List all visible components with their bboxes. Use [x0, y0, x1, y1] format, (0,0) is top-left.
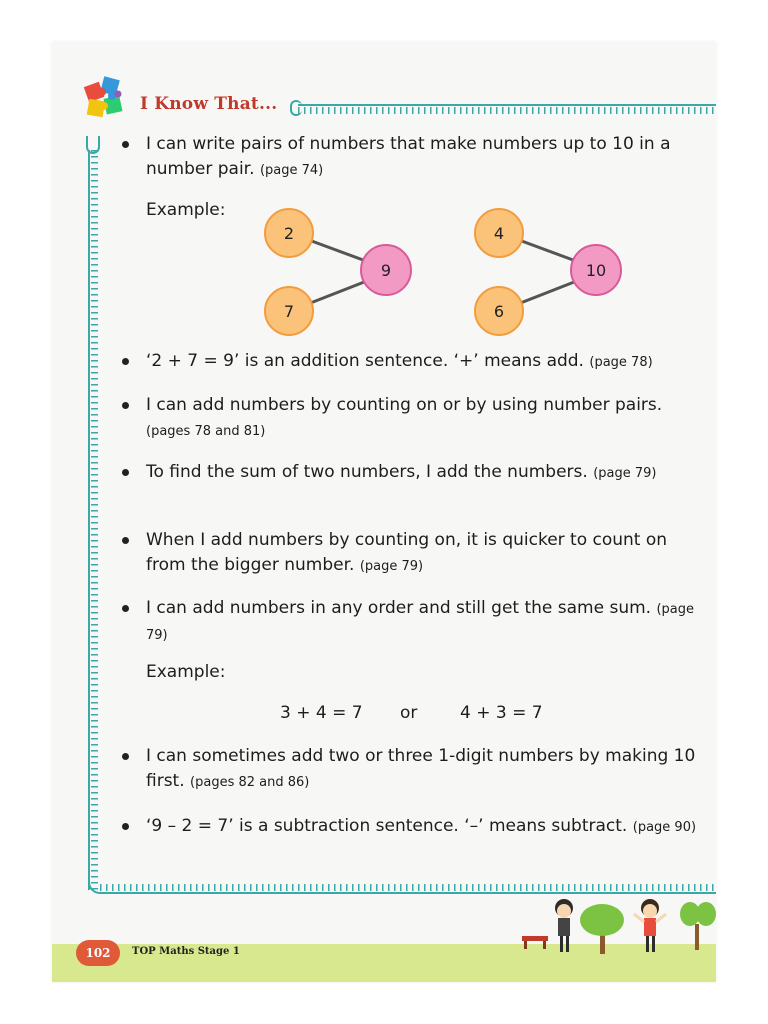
page-reference: (page 79) [593, 466, 657, 481]
page-reference: (pages 78 and 81) [146, 424, 266, 439]
list-item [122, 460, 702, 486]
children-trees-illustration [520, 894, 716, 958]
list-item [122, 814, 702, 840]
book-title: TOP Maths Stage 1 [132, 946, 240, 957]
list-item [122, 349, 702, 375]
number-pair-part: 4 [474, 208, 524, 258]
equation-or: or [400, 703, 418, 723]
list-item [122, 596, 702, 648]
page-reference: (page 78) [589, 355, 653, 370]
bullet-dot [122, 469, 129, 476]
bullet-text: When I add numbers by counting on, it is quicker to count on from the bigger number. [146, 530, 668, 575]
page-reference: (page 74) [259, 163, 324, 178]
textbook-page [52, 42, 716, 982]
bullet-dot [122, 358, 129, 365]
page-reference: (page 90) [632, 820, 697, 835]
bullet-text: ‘9 – 2 = 7’ is a subtraction sentence. ‘–’ means subtract. [146, 816, 628, 836]
page-reference: (page 79) [359, 559, 424, 574]
bullet-text: I can sometimes add two or three 1-digit numbers by making 10 first. [146, 746, 696, 791]
bullet-dot [122, 823, 129, 830]
example-label: Example: [146, 662, 226, 682]
bullet-dot [122, 605, 129, 612]
page-number: 102 [76, 940, 120, 966]
number-pair-part: 7 [264, 286, 314, 336]
equation-right: 4 + 3 = 7 [460, 703, 543, 723]
bullet-text: ‘2 + 7 = 9’ is an addition sentence. ‘+’ means add. [146, 351, 584, 371]
number-pair-part: 2 [264, 208, 314, 258]
number-pair-connectors [52, 42, 716, 362]
number-pair-whole: 9 [360, 244, 412, 296]
page-reference: (pages 82 and 86) [190, 775, 310, 790]
list-item [122, 393, 702, 444]
ruler-border-bottom [100, 884, 716, 894]
bullet-dot [122, 753, 129, 760]
number-pair-whole: 10 [570, 244, 622, 296]
page-reference: (page 79) [146, 602, 695, 643]
bullet-text: I can add numbers in any order and still get the same sum. [146, 598, 652, 618]
section-title: I Know That... [140, 94, 278, 114]
list-item [122, 744, 702, 795]
bullet-text: I can write pairs of numbers that make numbers up to 10 in a number pair. [146, 134, 671, 179]
bullet-text: I can add numbers by counting on or by using number pairs. [146, 395, 663, 415]
equation-left: 3 + 4 = 7 [280, 703, 363, 723]
bullet-text: To find the sum of two numbers, I add the numbers. [146, 462, 588, 482]
number-pair-part: 6 [474, 286, 524, 336]
bullet-dot [122, 402, 129, 409]
example-label: Example: [146, 200, 226, 220]
list-item [122, 528, 702, 579]
bullet-dot [122, 537, 129, 544]
